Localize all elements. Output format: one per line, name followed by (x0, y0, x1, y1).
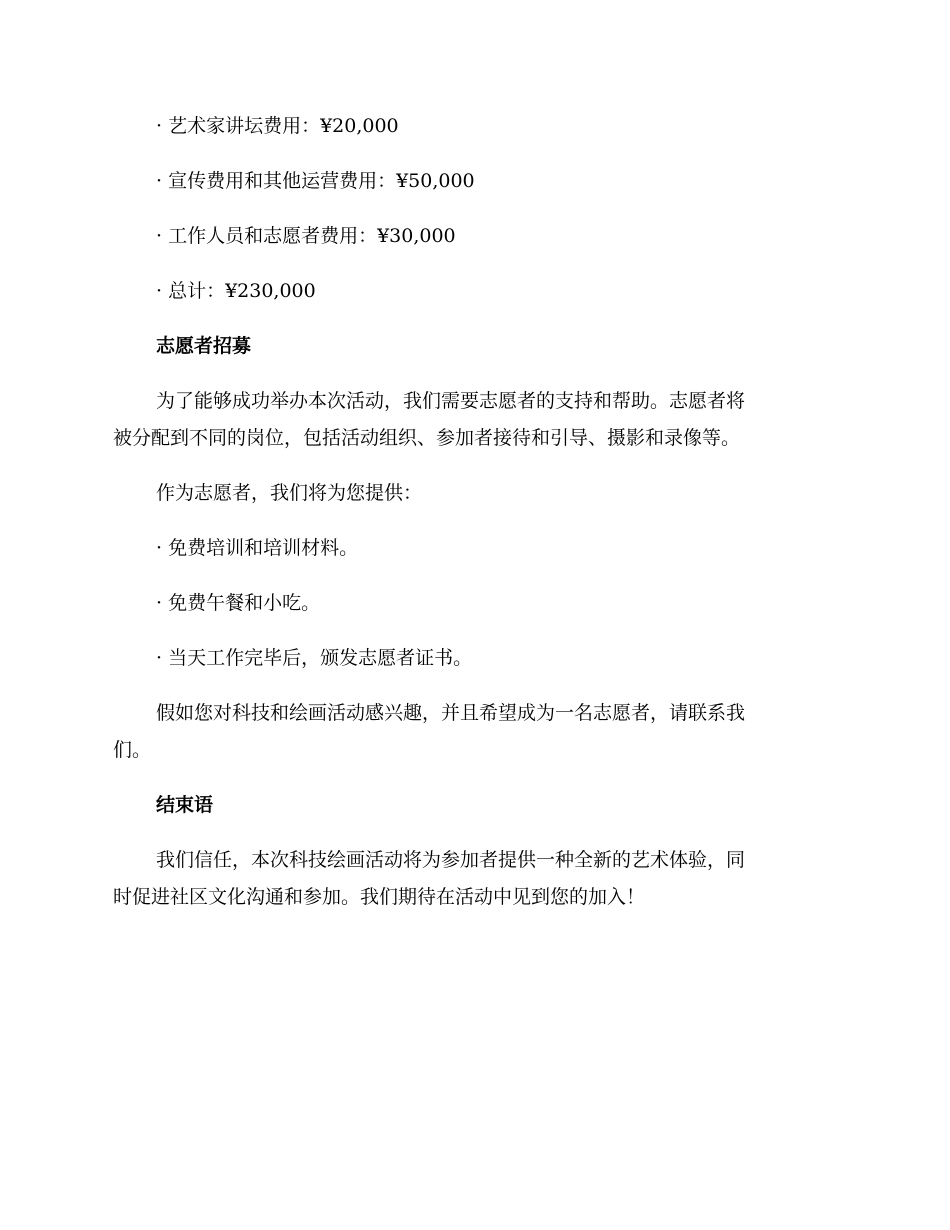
volunteer-intro-line-2: 被分配到不同的岗位，包括活动组织、参加者接待和引导、摄影和录像等。 (113, 427, 741, 449)
closing-line-1: 我们信任，本次科技绘画活动将为参加者提供一种全新的艺术体验，同 (156, 849, 746, 871)
volunteer-contact-line-2: 们。 (113, 739, 152, 761)
volunteer-contact-paragraph (113, 695, 835, 769)
budget-item-total: · 总计：¥230,000 (156, 280, 316, 302)
document-body (113, 108, 835, 934)
volunteer-offer-item: · 免费培训和培训材料。 (156, 537, 359, 559)
closing-line-2: 时促进社区文化沟通和参加。我们期待在活动中见到您的加入！ (113, 886, 646, 908)
volunteer-offer-item: · 当天工作完毕后，颁发志愿者证书。 (156, 647, 473, 669)
volunteer-offer-item: · 免费午餐和小吃。 (156, 592, 321, 614)
volunteer-intro-paragraph (113, 383, 835, 457)
volunteer-intro-line-1: 为了能够成功举办本次活动，我们需要志愿者的支持和帮助。志愿者将 (156, 390, 746, 412)
volunteer-offer-lead: 作为志愿者，我们将为您提供： (156, 482, 423, 504)
section-heading-volunteer: 志愿者招募 (156, 335, 252, 357)
volunteer-contact-line-1: 假如您对科技和绘画活动感兴趣，并且希望成为一名志愿者，请联系我 (156, 702, 746, 724)
budget-item-artist-forum: · 艺术家讲坛费用：¥20,000 (156, 115, 399, 137)
section-heading-closing: 结束语 (156, 794, 214, 816)
budget-item-staff: · 工作人员和志愿者费用：¥30,000 (156, 225, 456, 247)
closing-paragraph (113, 842, 835, 916)
budget-item-promotion: · 宣传费用和其他运营费用：¥50,000 (156, 170, 475, 192)
